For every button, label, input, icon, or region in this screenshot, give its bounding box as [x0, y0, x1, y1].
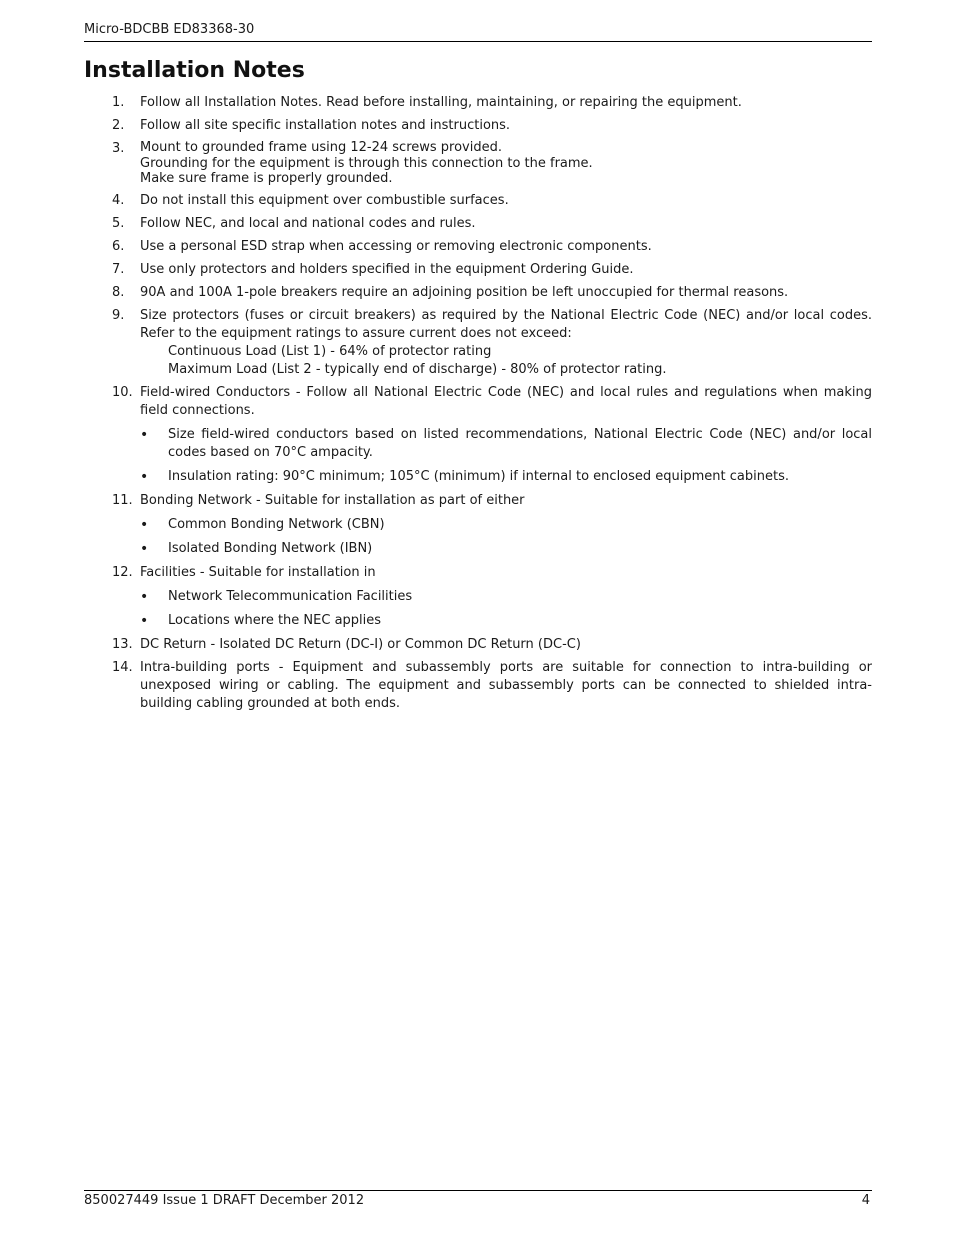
bullet-item [140, 516, 872, 534]
note-item [84, 384, 872, 486]
note-item [84, 238, 872, 256]
note-item [84, 94, 872, 112]
note-number: 13. [112, 636, 133, 652]
note-number: 10. [112, 384, 133, 400]
note-item [84, 261, 872, 279]
note-text: Follow NEC, and local and national codes and rules. [140, 215, 476, 231]
note-item [84, 492, 872, 558]
bullet-text: Insulation rating: 90°C minimum; 105°C (minimum) if internal to enclosed equipment cabinets. [168, 468, 789, 484]
note-text: Follow all Installation Notes. Read before installing, maintaining, or repairing the equipment. [140, 95, 742, 110]
note-item [84, 636, 872, 654]
note-text: Follow all site specific installation notes and instructions. [140, 118, 511, 133]
page-title: Installation Notes [84, 58, 305, 83]
note-text: Bonding Network - Suitable for installation as part of either [140, 492, 525, 508]
note-line: Grounding for the equipment is through this connection to the frame. [140, 155, 593, 171]
note-item [84, 117, 872, 135]
note-number: 12. [112, 564, 133, 580]
bullet-dot-icon: • [140, 468, 149, 485]
note-number: 6. [112, 238, 125, 254]
note-bullet-list [140, 426, 872, 486]
bullet-dot-icon: • [140, 588, 149, 605]
bullet-item [140, 426, 872, 462]
bullet-dot-icon: • [140, 426, 149, 443]
bullet-dot-icon: • [140, 516, 149, 533]
page-footer [84, 1190, 872, 1211]
bullet-item [140, 468, 872, 486]
note-number: 14. [112, 659, 133, 675]
bullet-item [140, 540, 872, 558]
bullet-text: Isolated Bonding Network (IBN) [168, 540, 373, 556]
bullet-dot-icon: • [140, 540, 149, 557]
note-text: Use a personal ESD strap when accessing or removing electronic components. [140, 238, 652, 254]
note-item [84, 284, 872, 302]
note-sub-line: Maximum Load (List 2 - typically end of discharge) - 80% of protector rating. [168, 361, 667, 377]
note-item [84, 564, 872, 630]
note-number: 9. [112, 307, 125, 323]
note-item [84, 307, 872, 379]
note-line: Mount to grounded frame using 12-24 screws provided. [140, 140, 502, 155]
note-number: 4. [112, 192, 125, 208]
note-number: 7. [112, 261, 125, 277]
note-text: Field-wired Conductors - Follow all National Electric Code (NEC) and local rules and regulations when making field connections. [140, 384, 872, 418]
note-item [84, 192, 872, 210]
bullet-item [140, 588, 872, 606]
note-text: 90A and 100A 1-pole breakers require an adjoining position be left unoccupied for thermal reasons. [140, 284, 789, 300]
note-number: 1. [112, 95, 125, 110]
note-line: Make sure frame is properly grounded. [140, 171, 393, 186]
bullet-item [140, 612, 872, 630]
bullet-text: Common Bonding Network (CBN) [168, 516, 385, 532]
note-text: Facilities - Suitable for installation in [140, 564, 376, 580]
footer-page-number: 4 [861, 1193, 870, 1208]
note-number: 5. [112, 215, 125, 231]
bullet-text: Size field-wired conductors based on listed recommendations, National Electric Code (NEC) and/or local codes based on 70°C ampacity. [168, 426, 872, 460]
bullet-dot-icon: • [140, 612, 149, 629]
footer-doc-info: 850027449 Issue 1 DRAFT December 2012 [84, 1193, 365, 1208]
installation-notes-list [84, 94, 872, 718]
note-text: Intra-building ports - Equipment and subassembly ports are suitable for connection to intra-building or unexposed wiring or cabling. The equipment and subassembly ports can be connected to shielded intra-building cabling grounded at both ends. [140, 659, 872, 711]
note-text: DC Return - Isolated DC Return (DC-I) or Common DC Return (DC-C) [140, 636, 581, 652]
note-sub-line: Continuous Load (List 1) - 64% of protector rating [168, 343, 492, 359]
note-bullet-list [140, 588, 872, 630]
note-text: Use only protectors and holders specified in the equipment Ordering Guide. [140, 261, 634, 277]
note-item [84, 140, 872, 187]
page-header [84, 20, 872, 42]
note-item [84, 659, 872, 713]
note-text: Size protectors (fuses or circuit breakers) as required by the National Electric Code (NEC) and/or local codes. Refer to the equipment ratings to assure current does not exceed: [140, 307, 872, 341]
bullet-text: Network Telecommunication Facilities [168, 588, 413, 604]
note-text: Do not install this equipment over combustible surfaces. [140, 192, 509, 208]
note-number: 11. [112, 492, 133, 508]
note-number: 2. [112, 118, 125, 133]
note-bullet-list [140, 516, 872, 558]
note-number: 8. [112, 284, 125, 300]
bullet-text: Locations where the NEC applies [168, 612, 382, 628]
note-number: 3. [112, 141, 125, 156]
header-doc-id: Micro-BDCBB ED83368-30 [84, 22, 255, 37]
note-item [84, 215, 872, 233]
